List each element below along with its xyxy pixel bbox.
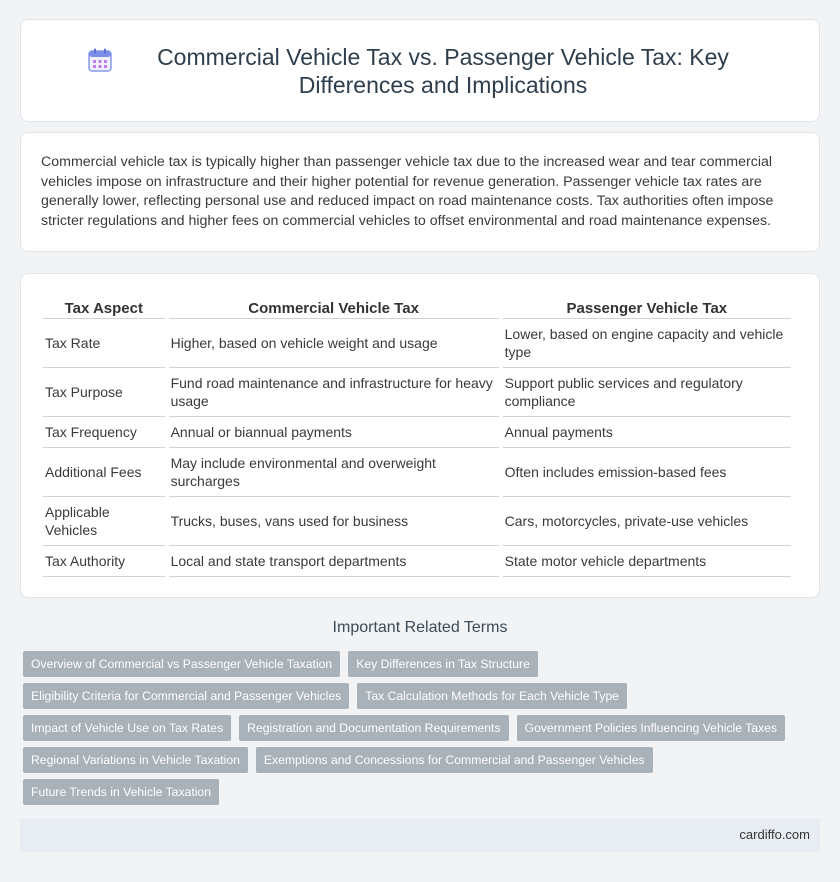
- footer: [20, 818, 820, 852]
- related-term-tag[interactable]: Key Differences in Tax Structure: [348, 651, 538, 677]
- table-header-row: [43, 294, 791, 319]
- table-cell: Additional Fees: [43, 448, 165, 497]
- table-row: [43, 319, 791, 368]
- table-cell: Cars, motorcycles, private-use vehicles: [503, 497, 791, 546]
- table-cell: Annual payments: [503, 417, 791, 448]
- calendar-icon: [87, 47, 113, 73]
- table-row: [43, 368, 791, 417]
- table-cell: Often includes emission-based fees: [503, 448, 791, 497]
- related-term-tag[interactable]: Impact of Vehicle Use on Tax Rates: [23, 715, 231, 741]
- table-row: [43, 417, 791, 448]
- table-cell: Tax Rate: [43, 319, 165, 368]
- table-cell: May include environmental and overweight surcharges: [169, 448, 499, 497]
- related-term-tag[interactable]: Tax Calculation Methods for Each Vehicle Type: [357, 683, 627, 709]
- table-cell: Tax Purpose: [43, 368, 165, 417]
- comparison-table-card: [20, 273, 820, 598]
- table-cell: Trucks, buses, vans used for business: [169, 497, 499, 546]
- related-term-tag[interactable]: Overview of Commercial vs Passenger Vehicle Taxation: [23, 651, 340, 677]
- table-cell: Local and state transport departments: [169, 546, 499, 577]
- related-term-tag[interactable]: Eligibility Criteria for Commercial and Passenger Vehicles: [23, 683, 349, 709]
- intro-text: Commercial vehicle tax is typically higher than passenger vehicle tax due to the increased wear and tear commercial vehicles impose on infrastructure and their higher potential for revenue generation. Passenger vehicle tax rates are generally lower, reflecting personal use and reduced impact on road maintenance costs. Tax authorities often impose stricter regulations and higher fees on commercial vehicles to offset environmental and road maintenance expenses.: [41, 154, 774, 229]
- table-row: [43, 546, 791, 577]
- related-terms-title: Important Related Terms: [332, 619, 508, 636]
- related-term-tag[interactable]: Registration and Documentation Requirements: [239, 715, 508, 741]
- table-cell: Annual or biannual payments: [169, 417, 499, 448]
- column-header: Passenger Vehicle Tax: [503, 294, 791, 319]
- related-term-tag[interactable]: Government Policies Influencing Vehicle Taxes: [517, 715, 785, 741]
- table-row: [43, 448, 791, 497]
- table-cell: Tax Frequency: [43, 417, 165, 448]
- table-cell: Higher, based on vehicle weight and usage: [169, 319, 499, 368]
- table-row: [43, 497, 791, 546]
- related-term-tag[interactable]: Future Trends in Vehicle Taxation: [23, 779, 219, 805]
- footer-site-link[interactable]: cardiffo.com: [739, 827, 810, 842]
- column-header: Tax Aspect: [43, 294, 165, 319]
- related-term-tag[interactable]: Exemptions and Concessions for Commercial and Passenger Vehicles: [256, 747, 653, 773]
- intro-card: [20, 132, 820, 252]
- comparison-table: [39, 294, 795, 577]
- table-cell: Lower, based on engine capacity and vehicle type: [503, 319, 791, 368]
- table-cell: State motor vehicle departments: [503, 546, 791, 577]
- related-term-tag[interactable]: Regional Variations in Vehicle Taxation: [23, 747, 248, 773]
- table-cell: Tax Authority: [43, 546, 165, 577]
- header-card: [20, 19, 820, 122]
- table-cell: Applicable Vehicles: [43, 497, 165, 546]
- column-header: Commercial Vehicle Tax: [169, 294, 499, 319]
- page-title: Commercial Vehicle Tax vs. Passenger Vehicle Tax: Key Differences and Implications: [157, 43, 729, 98]
- table-cell: Fund road maintenance and infrastructure for heavy usage: [169, 368, 499, 417]
- table-cell: Support public services and regulatory compliance: [503, 368, 791, 417]
- related-terms-list: [23, 651, 803, 811]
